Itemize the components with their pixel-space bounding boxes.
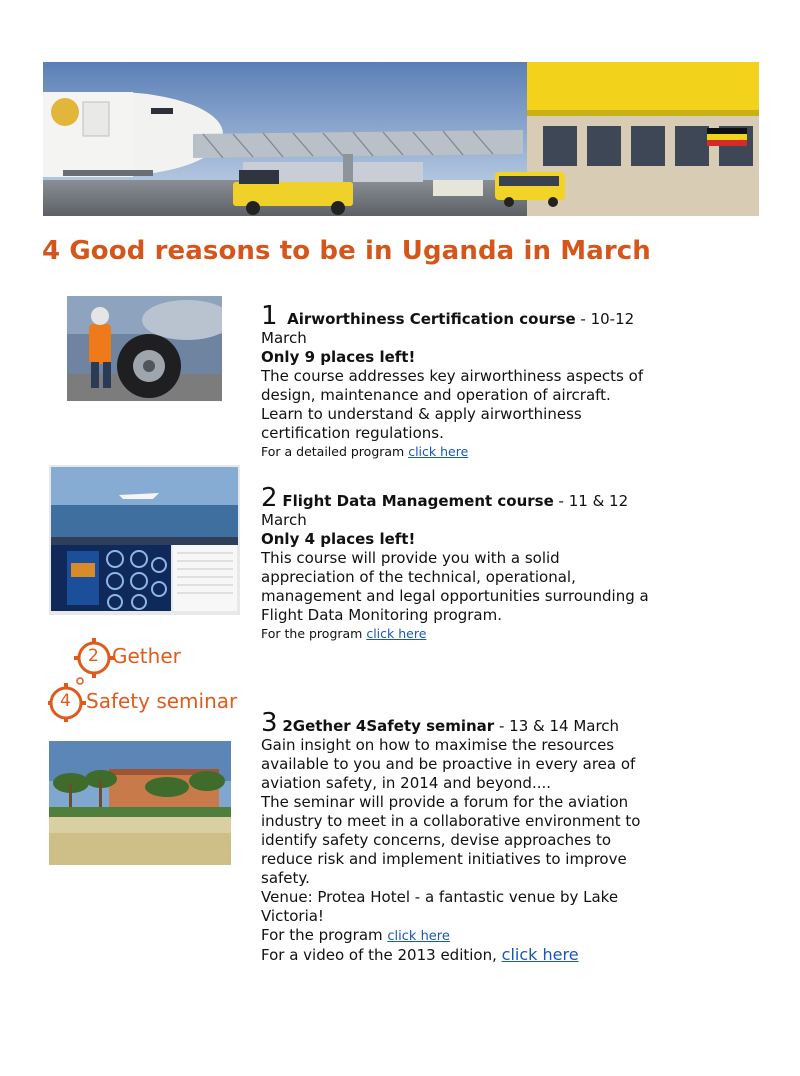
video-prefix: For a video of the 2013 edition, <box>261 946 502 964</box>
hotel-beach-photo <box>49 741 231 865</box>
logo-word-gether: Gether <box>112 644 181 668</box>
2gether-4safety-logo <box>48 636 238 722</box>
seminar-forum-text: The seminar will provide a forum for the aviation industry to meet in a collaborative environment to identify safety concerns, devise approaches to reduce risk and implement initiatives to improve safety. <box>261 793 641 887</box>
logo-digit-2: 2 <box>88 646 99 666</box>
banner-photo <box>43 62 759 216</box>
item-number: 2 <box>261 483 278 513</box>
course-description: This course will provide you with a solid appreciation of the technical, operational, management and legal opportunities surrounding a Flight Data Monitoring program. <box>261 549 649 624</box>
item-number: 3 <box>261 708 278 738</box>
course-dates: - 11 & 12 March <box>261 492 629 529</box>
item-number: 1 <box>261 301 278 331</box>
program-link[interactable]: click here <box>366 626 427 641</box>
seminar-venue: Venue: Protea Hotel - a fantastic venue by Lake Victoria! <box>261 888 619 925</box>
seminar-dates: - 13 & 14 March <box>494 717 620 735</box>
places-left: Only 4 places left! <box>261 530 416 548</box>
course-title: Airworthiness Certification course <box>287 310 576 328</box>
program-prefix: For a detailed program <box>261 444 409 459</box>
course-title: Flight Data Management course <box>282 492 554 510</box>
airport-scene-illustration <box>43 62 759 216</box>
program-link[interactable]: click here <box>387 929 450 944</box>
seminar-title: 2Gether 4Safety seminar <box>282 717 495 735</box>
course-dates: - 10-12 March <box>261 310 635 347</box>
program-prefix: For the program <box>261 926 388 944</box>
program-prefix: For the program <box>261 626 367 641</box>
flight-data-software-screenshot <box>49 465 240 615</box>
logo-digit-4: 4 <box>60 691 71 711</box>
program-link[interactable]: click here <box>408 444 469 459</box>
video-link[interactable]: click here <box>501 945 579 964</box>
logo-word-safety-seminar: Safety seminar <box>86 689 238 713</box>
places-left: Only 9 places left! <box>261 348 416 366</box>
maintenance-photo <box>67 296 222 401</box>
course-description: The course addresses key airworthiness aspects of design, maintenance and operation of aircraft. Learn to understand & apply airworthiness certification regulations. <box>261 367 644 442</box>
seminar-description: Gain insight on how to maximise the resources available to you and be proactive in every area of aviation safety, in 2014 and beyond.... <box>261 736 636 792</box>
course-item-2 <box>261 483 651 642</box>
page-headline: 4 Good reasons to be in Uganda in March <box>42 236 651 266</box>
seminar-item-3 <box>261 708 651 965</box>
course-item-1 <box>261 301 651 460</box>
